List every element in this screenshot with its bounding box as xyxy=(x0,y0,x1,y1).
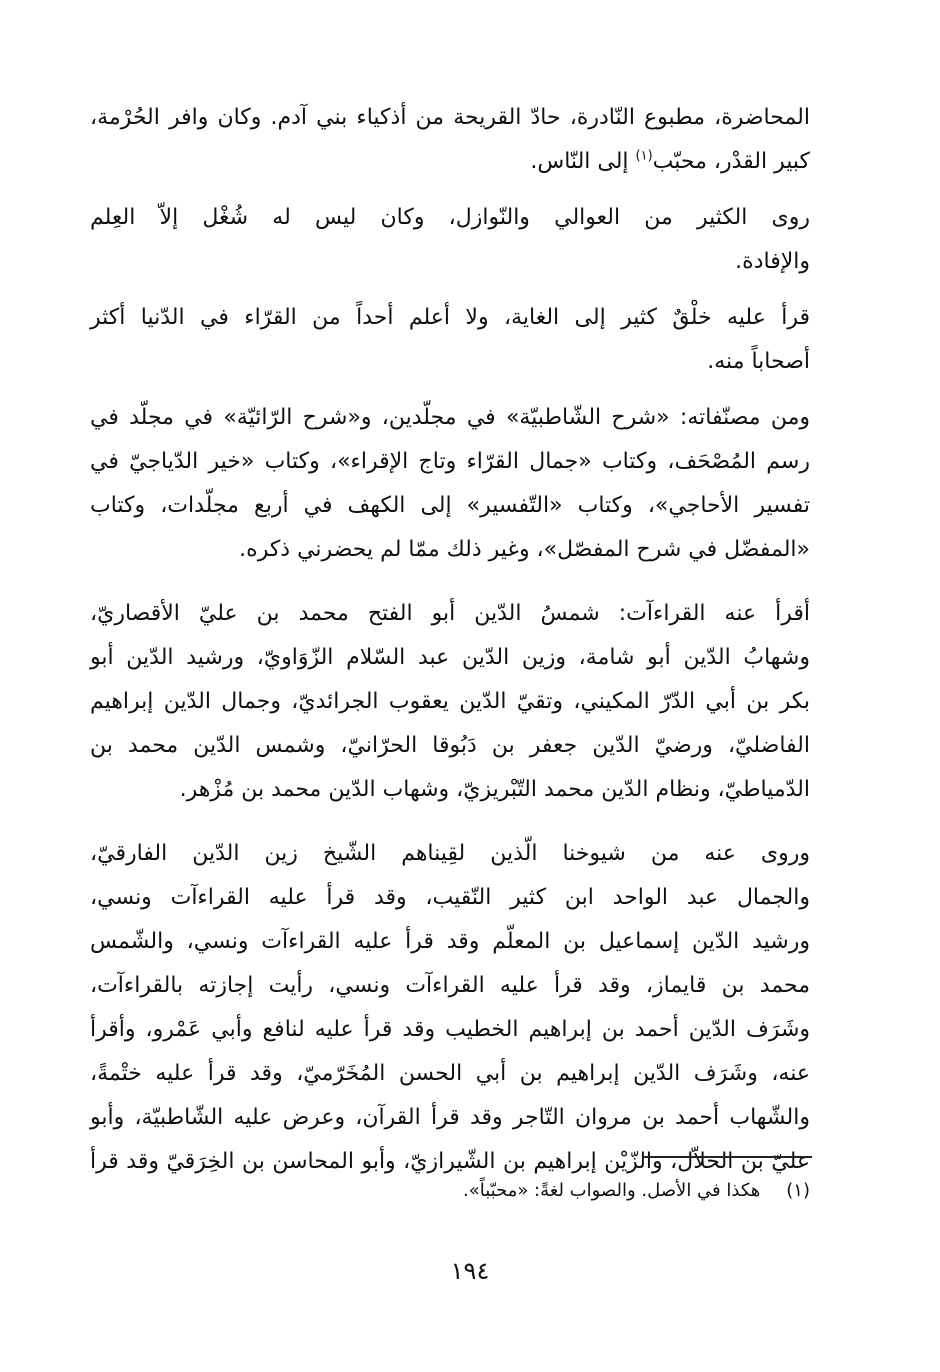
paragraph-line-text: كبير القدْر، محبّب xyxy=(652,149,810,174)
paragraph-line: وشهابُ الدّين أبو شامة، وزين الدّين عبد السّلام الزّوَاويّ، ورشيد الدّين أبو xyxy=(90,645,810,670)
paragraph-line: روى الكثير من العوالي والنّوازل، وكان ليس له شُغْل إلاّ العِلم xyxy=(90,205,810,230)
paragraph-line: والجمال عبد الواحد ابن كثير النّقيب، وقد قرأ عليه القراءآت ونسي، xyxy=(90,885,810,910)
paragraph-line: أقرأ عنه القراءآت: شمسُ الدّين أبو الفتح محمد بن عليّ الأقصاريّ، xyxy=(90,601,810,626)
page-body xyxy=(90,96,810,1196)
paragraph-line: الفاضليّ، ورضيّ الدّين جعفر بن دَبُوقا الحرّانيّ، وشمس الدّين محمد بن xyxy=(90,733,810,758)
paragraph-4 xyxy=(90,396,810,572)
paragraph-line: والإفادة. xyxy=(735,249,810,274)
paragraph-3 xyxy=(90,296,810,384)
paragraph-line: الدّمياطيّ، ونظام الدّين محمد التّبْريزيّ، وشهاب الدّين محمد بن مُزْهر. xyxy=(179,777,810,802)
paragraph-line: بكر بن أبي الدّرّ المكيني، وتقيّ الدّين يعقوب الجرائديّ، وجمال الدّين إبراهيم xyxy=(90,689,810,714)
paragraph-6 xyxy=(90,832,810,1184)
paragraph-line: عنه، وشَرَف الدّين إبراهيم بن أبي الحسن المُخَرّميّ، وقد قرأ عليه ختْمةً، xyxy=(90,1061,810,1086)
footnote-divider xyxy=(642,1156,812,1158)
paragraph-line: وشَرَف الدّين أحمد بن إبراهيم الخطيب وقد قرأ عليه لنافع وأبي عَمْرو، وأقرأ xyxy=(90,1017,810,1042)
paragraph-line: ورشيد الدّين إسماعيل بن المعلّم وقد قرأ عليه القراءآت ونسي، والشّمس xyxy=(90,929,810,954)
paragraph-line: محمد بن قايماز، وقد قرأ عليه القراءآت ونسي، رأيت إجازته بالقراءآت، xyxy=(90,973,810,998)
footnote-number: (١) xyxy=(786,1180,810,1201)
paragraph-line-tail: إلى النّاس. xyxy=(530,149,636,174)
paragraph-line: والشّهاب أحمد بن مروان التّاجر وقد قرأ القرآن، وعرض عليه الشّاطبيّة، وأبو xyxy=(90,1105,810,1130)
footnote-text: هكذا في الأصل. والصواب لغةً: «محبّباً». xyxy=(462,1180,761,1201)
paragraph-line: تفسير الأحاجي»، وكتاب «التّفسير» إلى الكهف في أربع مجلّدات، وكتاب xyxy=(90,493,810,518)
paragraph-2 xyxy=(90,196,810,284)
footnote-reference: (١) xyxy=(635,148,653,164)
page-number: ١٩٤ xyxy=(450,1257,490,1285)
paragraph-line: رسم المُصْحَف، وكتاب «جمال القرّاء وتاج الإقراء»، وكتاب «خير الدّياجيّ في xyxy=(90,449,810,474)
paragraph-line: «المفضّل في شرح المفصّل»، وغير ذلك ممّا لم يحضرني ذكره. xyxy=(239,537,810,562)
paragraph-line: عليّ بن الخلاّل، والزّيْن إبراهيم بن الشّيرازيّ، وأبو المحاسن بن الخِرَقيّ وقد قرأ xyxy=(90,1149,810,1174)
paragraph-line: وروى عنه من شيوخنا الّذين لقِيناهم الشّيخ زين الدّين الفارقيّ، xyxy=(90,841,810,866)
paragraph-line xyxy=(90,140,810,184)
paragraph-line: ومن مصنّفاته: «شرح الشّاطبيّة» في مجلّدين، و«شرح الرّائيّة» في مجلّد في xyxy=(90,405,810,430)
paragraph-5 xyxy=(90,592,810,812)
footnote xyxy=(463,1176,810,1206)
paragraph-line: أصحاباً منه. xyxy=(707,349,810,374)
paragraph-line: قرأ عليه خلْقٌ كثير إلى الغاية، ولا أعلم أحداً من القرّاء في الدّنيا أكثر xyxy=(90,305,810,330)
paragraph-1 xyxy=(90,96,810,184)
paragraph-line: المحاضرة، مطبوع النّادرة، حادّ القريحة من أذكياء بني آدم. وكان وافر الحُرْمة، xyxy=(90,105,810,130)
